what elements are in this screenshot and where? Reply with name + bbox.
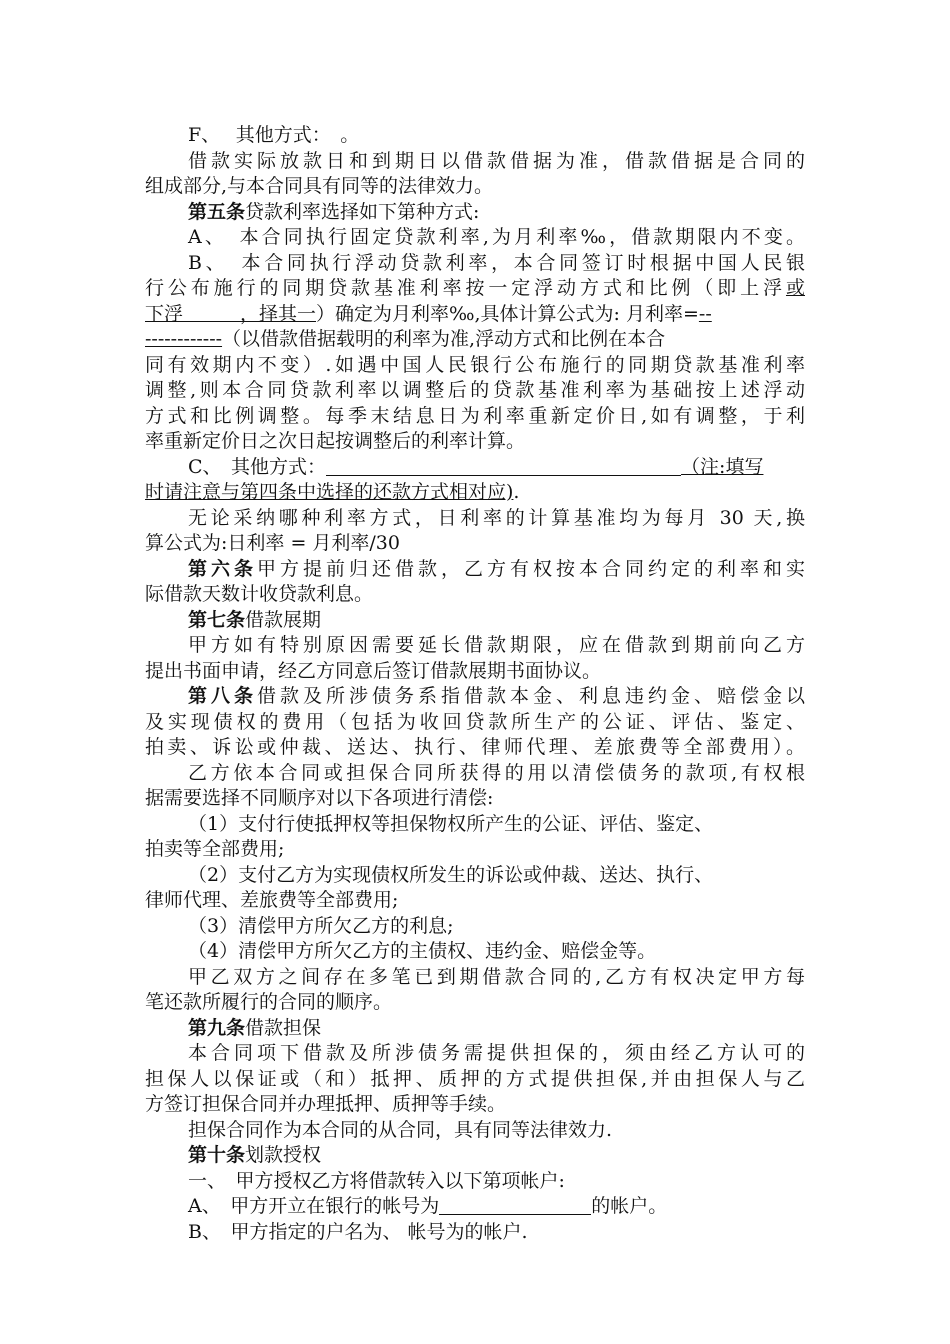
paragraph-line: 组成部分,与本合同具有同等的法律效力。	[145, 175, 494, 197]
account-line-a	[188, 1193, 667, 1219]
article-label: 第九条	[188, 1017, 246, 1039]
paragraph-line	[145, 301, 712, 327]
paragraph-line: 拍卖、诉讼或仲裁、送达、执行、律师代理、差旅费等全部费用）。	[145, 736, 805, 758]
list-item: （1）支付行使抵押权等担保物权所产生的公证、评估、鉴定、	[188, 813, 714, 835]
option-a-line: A、 本合同执行固定贷款利率,为月利率‰，借款期限内不变。	[188, 226, 805, 248]
underlined-text: --	[698, 303, 712, 325]
paragraph-line	[145, 275, 805, 301]
paragraph-line: 据需要选择不同顺序对以下各项进行清偿:	[145, 787, 494, 809]
paragraph-line: 率重新定价日之次日起按调整后的利率计算。	[145, 430, 526, 452]
paragraph-line: 调整,则本合同贷款利率以调整后的贷款基准利率为基础按上述浮动	[145, 379, 805, 401]
paragraph-line: 及实现债权的费用（包括为收回贷款所生产的公证、评估、鉴定、	[145, 711, 805, 733]
article-label: 第五条	[188, 201, 246, 223]
paragraph-line: 拍卖等全部费用;	[145, 838, 285, 860]
text-span: 甲方提前归还借款，乙方有权按本合同约定的利率和实	[257, 558, 805, 580]
text-span: 的帐户。	[591, 1195, 668, 1217]
text-span: 借款及所涉债务系指借款本金、利息违约金、赔偿金以	[257, 685, 805, 707]
list-item: （4）清偿甲方所欠乙方的主债权、违约金、赔偿金等。	[188, 940, 657, 962]
underlined-text: 或	[785, 277, 805, 299]
article-8-line	[188, 683, 805, 709]
paragraph-line: 笔还款所履行的合同的顺序。	[145, 991, 393, 1013]
paragraph-line	[145, 326, 665, 352]
article-label: 第八条	[188, 685, 257, 707]
account-number-blank	[439, 1196, 591, 1215]
paragraph-line: 无论采纳哪种利率方式，日利率的计算基准均为每月 30 天,换	[188, 507, 805, 529]
paragraph-line: 本合同项下借款及所涉债务需提供担保的，须由经乙方认可的	[188, 1042, 805, 1064]
article-title: 借款担保	[245, 1017, 322, 1039]
article-label: 第十条	[188, 1144, 246, 1166]
article-label: 第七条	[188, 609, 246, 631]
paragraph-line: 算公式为:日利率 = 月利率/30	[145, 532, 400, 554]
article-title: 借款展期	[245, 609, 322, 631]
list-item: （2）支付乙方为实现债权所发生的诉讼或仲裁、送达、执行、	[188, 864, 714, 886]
paragraph-line: 甲乙双方之间存在多笔已到期借款合同的,乙方有权决定甲方每	[188, 966, 805, 988]
text-span: C、 其他方式：	[188, 456, 327, 478]
paragraph-line: 乙方依本合同或担保合同所获得的用以清偿债务的款项,有权根	[188, 762, 805, 784]
article-10-heading	[188, 1142, 321, 1168]
paragraph-line: 提出书面申请，经乙方同意后签订借款展期书面协议。	[145, 660, 602, 682]
paragraph-line: 甲方如有特别原因需要延长借款期限，应在借款到期前向乙方	[188, 634, 805, 656]
paragraph-line: 际借款天数计收贷款利息。	[145, 583, 374, 605]
option-c-line	[188, 454, 763, 480]
article-9-heading	[188, 1015, 321, 1041]
text-span: 行公布施行的同期贷款基准利率按一定浮动方式和比例（即上浮	[145, 277, 786, 299]
text-span: （以借款借据载明的利率为准,浮动方式和比例在本合	[222, 328, 666, 350]
paragraph-line	[145, 479, 519, 505]
underlined-text: 下浮 ，择其一	[145, 303, 317, 325]
text-span: .	[513, 481, 520, 503]
text-span: ）确定为月利率‰,具体计算公式为: 月利率=	[316, 303, 699, 325]
paragraph-line: 方签订担保合同并办理抵押、质押等手续。	[145, 1093, 507, 1115]
list-item: （3）清偿甲方所欠乙方的利息;	[188, 915, 454, 937]
account-line-b: B、 甲方指定的户名为、 帐号为的帐户.	[188, 1221, 528, 1243]
article-5-heading	[188, 199, 479, 225]
article-title: 贷款利率选择如下第种方式:	[245, 201, 480, 223]
paragraph-line: 律师代理、差旅费等全部费用;	[145, 889, 399, 911]
underlined-text: 时请注意与第四条中选择的还款方式相对应)	[145, 481, 514, 503]
paragraph-line: 方式和比例调整。每季末结息日为利率重新定价日,如有调整，于利	[145, 405, 805, 427]
article-7-heading	[188, 607, 321, 633]
article-label: 第六条	[188, 558, 257, 580]
underlined-text: （注:填写	[681, 456, 764, 478]
paragraph-line: 借款实际放款日和到期日以借款借据为准，借款借据是合同的	[188, 150, 805, 172]
article-6-line	[188, 556, 805, 582]
option-b-line: B、 本合同执行浮动贷款利率，本合同签订时根据中国人民银	[188, 252, 805, 274]
line-f-other-method: F、 其他方式： 。	[188, 124, 360, 146]
paragraph-line: 一、 甲方授权乙方将借款转入以下第项帐户:	[188, 1170, 565, 1192]
paragraph-line: 担保合同作为本合同的从合同，具有同等法律效力.	[188, 1119, 613, 1141]
paragraph-line: 同有效期内不变）.如遇中国人民银行公布施行的同期贷款基准利率	[145, 354, 805, 376]
text-span: A、 甲方开立在银行的帐号为	[188, 1195, 440, 1217]
article-title: 划款授权	[245, 1144, 322, 1166]
underlined-text: ------------	[145, 328, 223, 350]
paragraph-line: 担保人以保证或（和）抵押、质押的方式提供担保,并由担保人与乙	[145, 1068, 805, 1090]
blank-field	[326, 457, 681, 476]
